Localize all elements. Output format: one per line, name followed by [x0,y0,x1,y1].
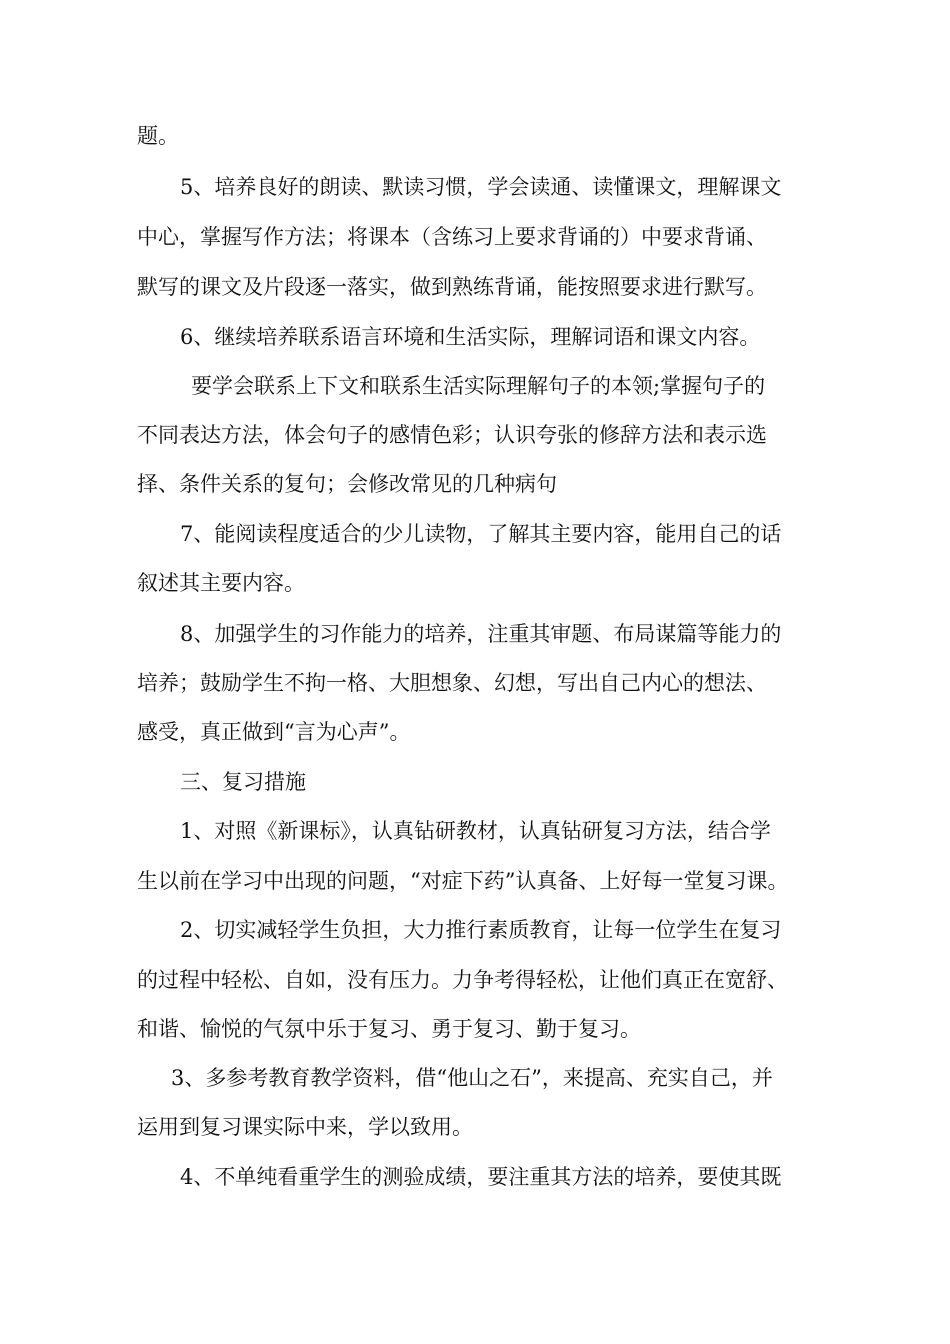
text-line: 题。 [137,124,179,148]
text-line: 5、培养良好的朗读、默读习惯，学会读通、读懂课文，理解课文 [180,175,782,199]
text-line: 叙述其主要内容。 [137,571,305,595]
text-line: 默写的课文及片段逐一落实，做到熟练背诵，能按照要求进行默写。 [137,275,767,299]
text-line: 感受，真正做到“言为心声”。 [137,720,411,744]
text-line: 的过程中轻松、自如，没有压力。力争考得轻松，让他们真正在宽舒、 [137,968,788,992]
text-line: 培养；鼓励学生不拘一格、大胆想象、幻想，写出自己内心的想法、 [137,671,767,695]
text-line: 1、对照《新课标》，认真钻研教材，认真钻研复习方法，结合学 [180,819,771,843]
text-line: 6、继续培养联系语言环境和生活实际，理解词语和课文内容。 [180,325,761,349]
text-line: 要学会联系上下文和联系生活实际理解句子的本领;掌握句子的 [191,374,766,398]
text-line: 4、不单纯看重学生的测验成绩，要注重其方法的培养，要使其既 [180,1165,782,1189]
section-heading: 三、复习措施 [180,770,306,794]
text-line: 和谐、愉悦的气氛中乐于复习、勇于复习、勤于复习。 [137,1017,641,1041]
text-line: 3、多参考教育教学资料，借“他山之石”，来提高、充实自己，并 [171,1066,773,1090]
text-line: 7、能阅读程度适合的少儿读物，了解其主要内容，能用自己的话 [180,522,782,546]
text-line: 生以前在学习中出现的问题，“对症下药”认真备、上好每一堂复习课。 [137,869,789,893]
text-line: 运用到复习课实际中来，学以致用。 [137,1115,473,1139]
text-line: 不同表达方法，体会句子的感情色彩；认识夸张的修辞方法和表示选 [137,423,767,447]
text-line: 2、切实减轻学生负担，大力推行素质教育，让每一位学生在复习 [180,918,782,942]
text-line: 中心，掌握写作方法；将课本（含练习上要求背诵的）中要求背诵、 [137,225,767,249]
text-line: 择、条件关系的复句；会修改常见的几种病句 [137,472,557,496]
text-line: 8、加强学生的习作能力的培养，注重其审题、布局谋篇等能力的 [180,622,782,646]
